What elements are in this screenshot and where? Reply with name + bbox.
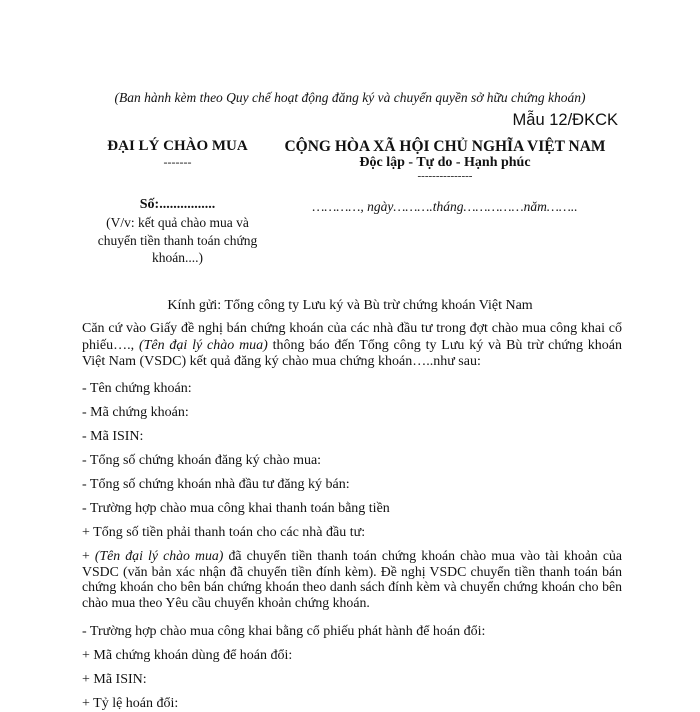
item-isin: - Mã ISIN:: [82, 429, 144, 444]
transfer-plus: +: [82, 548, 90, 563]
intro-agent-placeholder: (Tên đại lý chào mua): [138, 337, 268, 353]
document-subject: (V/v: kết quả chào mua và chuyển tiền thanh toán chứng khoán....): [97, 215, 258, 266]
item-total-payment: + Tổng số tiền phải thanh toán cho các nhà đầu tư:: [82, 525, 366, 540]
item-total-registered: - Tổng số chứng khoán đăng ký chào mua:: [82, 453, 322, 468]
recipient-line: Kính gửi: Tổng công ty Lưu ký và Bù trừ chứng khoán Việt Nam: [167, 298, 533, 313]
item-swap-case: - Trường hợp chào mua công khai bằng cổ phiếu phát hành để hoán đổi:: [82, 624, 486, 639]
item-swap-code: + Mã chứng khoán dùng để hoán đổi:: [82, 648, 293, 663]
date-line: …………, ngày……….tháng……………năm……..: [312, 199, 578, 214]
item-security-name: - Tên chứng khoán:: [82, 381, 192, 396]
intro-text-1: Căn cứ vào Giấy đề nghị bán chứng khoán của các nhà đầu tư trong đợt chào mua công khai cổ phiếu….,: [82, 321, 622, 353]
intro-paragraph: [82, 321, 622, 371]
form-code: Mẫu 12/ĐKCK: [512, 111, 618, 129]
item-cash-case: - Trường hợp chào mua công khai thanh toán bằng tiền: [82, 501, 390, 516]
motto-dash: ---------------: [417, 170, 473, 182]
republic-title: CỘNG HÒA XÃ HỘI CHỦ NGHĨA VIỆT NAM: [284, 138, 606, 155]
document-number: Số:................: [139, 197, 216, 212]
national-motto: Độc lập - Tự do - Hạnh phúc: [359, 155, 531, 170]
item-total-sold: - Tổng số chứng khoán nhà đầu tư đăng ký bán:: [82, 477, 350, 492]
regulation-note: (Ban hành kèm theo Quy chế hoạt động đăng ký và chuyển quyền sở hữu chứng khoán): [114, 90, 586, 105]
item-security-code: - Mã chứng khoán:: [82, 405, 189, 420]
item-swap-isin: + Mã ISIN:: [82, 672, 147, 687]
agent-title: ĐẠI LÝ CHÀO MUA: [107, 138, 248, 154]
transfer-agent-placeholder: (Tên đại lý chào mua): [94, 548, 224, 563]
intro-text-2: thông báo đến Tổng công ty Lưu ký và Bù trừ chứng khoán Việt Nam (VSDC) kết quả đăng ký chào mua chứng khoán…..như sau:: [82, 337, 623, 369]
item-swap-ratio: + Tỷ lệ hoán đổi:: [82, 696, 179, 711]
agent-dash: -------: [163, 155, 192, 169]
transfer-paragraph: [82, 548, 622, 610]
transfer-text: đã chuyển tiền thanh toán chứng khoán chào mua vào tài khoản của VSDC (văn bản xác nhận đã chuyển tiền đính kèm). Đề nghị VSDC chuyển tiền thanh toán bán chứng khoán cho bên bán chứng khoán theo danh sách đính kèm và chuyển chứng khoán cho bên chào mua theo Yêu cầu chuyển khoản chứng khoán.: [82, 548, 622, 610]
